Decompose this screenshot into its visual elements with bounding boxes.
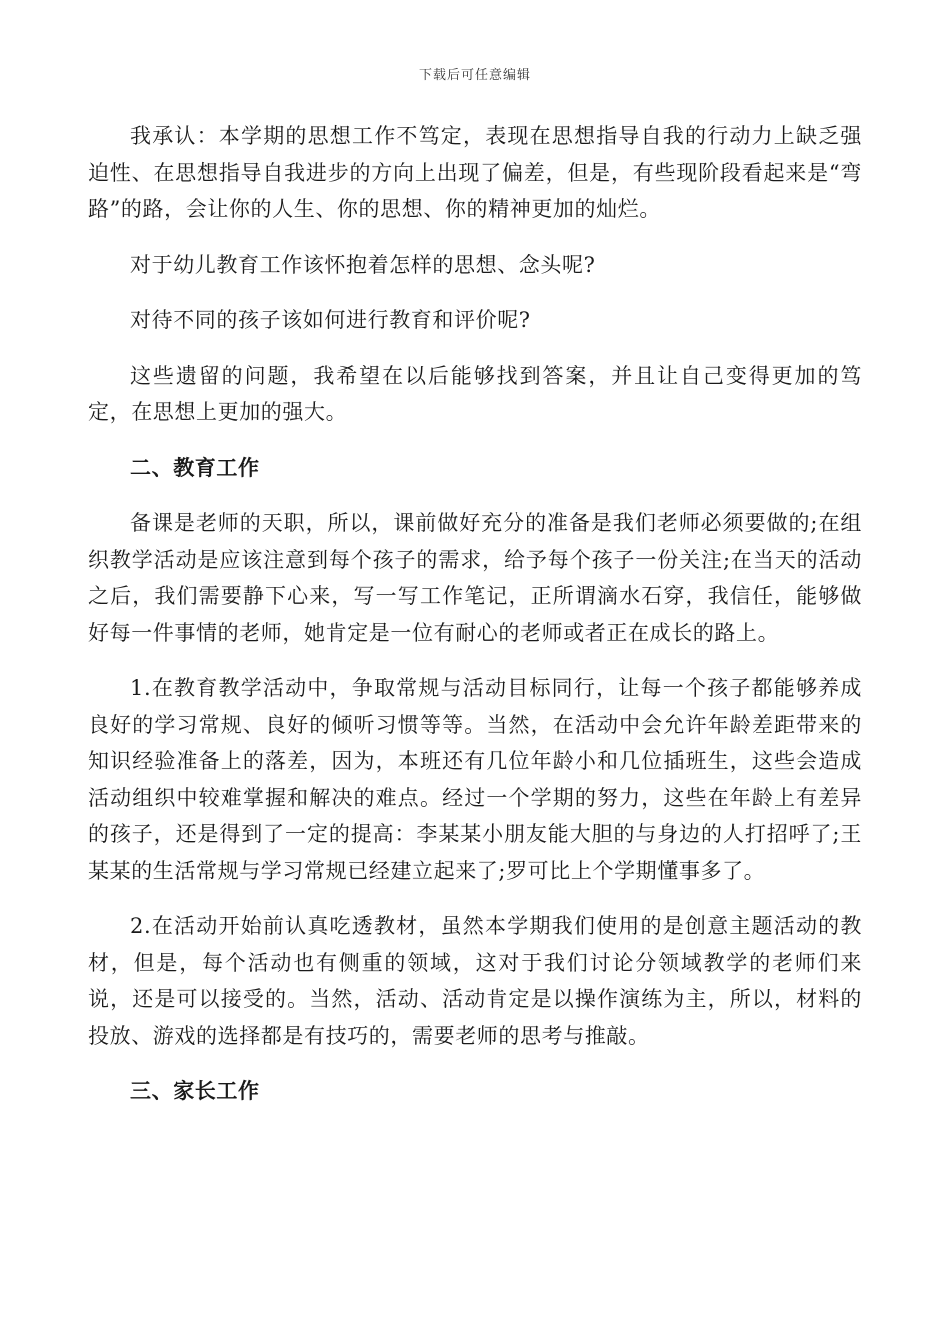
paragraph-item-1: 1.在教育教学活动中，争取常规与活动目标同行，让每一个孩子都能够养成良好的学习常规、良好的倾听习惯等等。当然，在活动中会允许年龄差距带来的知识经验准备上的落差，因为，本班还有几位年龄小和几位插班生，这些会造成活动组织中较难掌握和解决的难点。经过一个学期的努力，这些在年龄上有差异的孩子，还是得到了一定的提高：李某某小朋友能大胆的与身边的人打招呼了;王某某的生活常规与学习常规已经建立起来了;罗可比上个学期懂事多了。 xyxy=(88,676,862,883)
paragraph-item-2: 2.在活动开始前认真吃透教材，虽然本学期我们使用的是创意主题活动的教材，但是，每个活动也有侧重的领域，这对于我们讨论分领域教学的老师们来说，还是可以接受的。当然，活动、活动肯定是以操作演练为主，所以，材料的投放、游戏的选择都是有技巧的，需要老师的思考与推敲。 xyxy=(88,914,862,1048)
paragraph-question-thoughts: 对于幼儿教育工作该怀抱着怎样的思想、念头呢? xyxy=(130,252,596,277)
page-header: 下载后可任意编辑 xyxy=(418,68,531,83)
paragraph-question-evaluation: 对待不同的孩子该如何进行教育和评价呢? xyxy=(130,308,531,332)
section-heading-parent-work: 三、家长工作 xyxy=(130,1078,260,1103)
section-heading-education-work: 二、教育工作 xyxy=(130,454,260,480)
paragraph-lesson-preparation: 备课是老师的天职，所以，课前做好充分的准备是我们老师必须要做的;在组织教学活动是应该注意到每个孩子的需求，给予每个孩子一份关注;在当天的活动之后，我们需要静下心来，写一写工作笔记，正所谓滴水石穿，我信任，能够做好每一件事情的老师，她肯定是一位有耐心的老师或者正在成长的路上。 xyxy=(88,511,862,645)
paragraph-remaining-issues: 这些遗留的问题，我希望在以后能够找到答案，并且让自己变得更加的笃定，在思想上更加的强大。 xyxy=(88,363,862,424)
document-body xyxy=(88,118,862,1129)
paragraph-admission: 我承认：本学期的思想工作不笃定，表现在思想指导自我的行动力上缺乏强迫性、在思想指导自我进步的方向上出现了偏差，但是，有些现阶段看起来是“弯路”的路，会让你的人生、你的思想、你的精神更加的灿烂。 xyxy=(88,124,862,221)
